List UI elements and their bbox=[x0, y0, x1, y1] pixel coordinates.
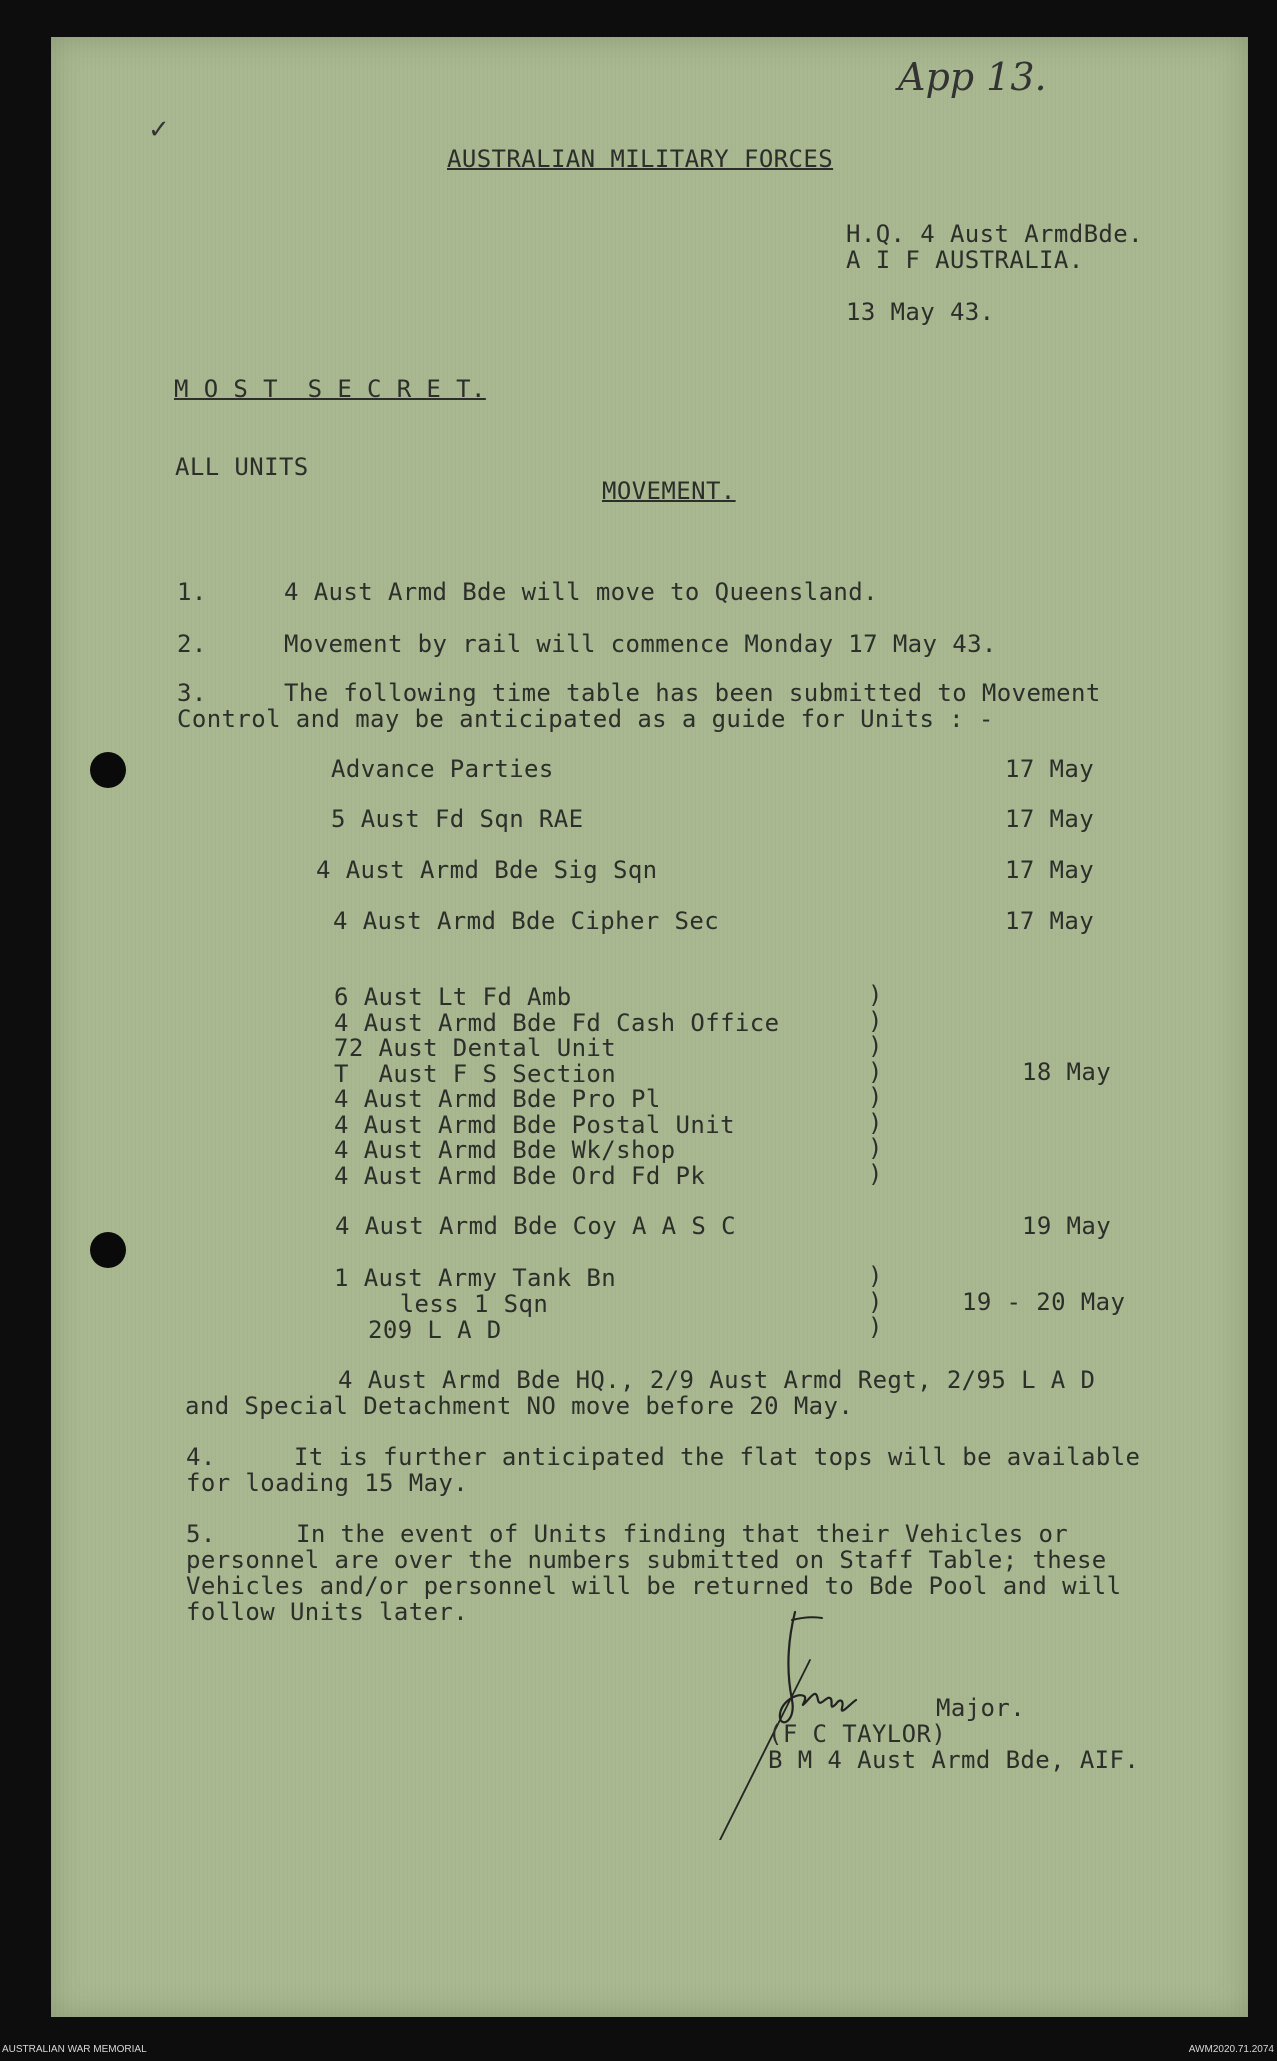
group-bracket: ) ) ) bbox=[868, 1262, 883, 1341]
paragraph-4-line-1: It is further anticipated the flat tops will be available bbox=[294, 1443, 1141, 1471]
classification: M O S T S E C R E T. bbox=[174, 375, 486, 403]
document-title: AUSTRALIAN MILITARY FORCES bbox=[447, 145, 834, 173]
paragraph-1-text: 4 Aust Armd Bde will move to Queensland. bbox=[284, 578, 878, 606]
timetable-unit: 4 Aust Armd Bde Postal Unit bbox=[334, 1110, 735, 1139]
timetable-unit: 4 Aust Armd Bde Sig Sqn bbox=[316, 856, 658, 884]
paragraph-4-line-2: for loading 15 May. bbox=[186, 1469, 469, 1497]
timetable-unit: Advance Parties bbox=[331, 755, 554, 783]
punch-hole bbox=[90, 752, 126, 788]
timetable-unit: 5 Aust Fd Sqn RAE bbox=[331, 805, 584, 833]
timetable-note-line-1: 4 Aust Armd Bde HQ., 2/9 Aust Armd Regt, 2/95 L A D bbox=[338, 1366, 1096, 1394]
punch-hole bbox=[90, 1232, 126, 1268]
pen-mark: ✓ bbox=[148, 115, 170, 145]
subject-heading: MOVEMENT. bbox=[602, 477, 736, 505]
timetable-unit: less 1 Sqn bbox=[370, 1290, 549, 1318]
signatory-title: B M 4 Aust Armd Bde, AIF. bbox=[768, 1746, 1140, 1774]
timetable-unit: T Aust F S Section bbox=[334, 1059, 617, 1088]
timetable-unit: 4 Aust Armd Bde Fd Cash Office bbox=[334, 1008, 780, 1037]
signatory-rank: Major. bbox=[936, 1694, 1026, 1722]
handwritten-annotation: App 13. bbox=[898, 55, 1047, 99]
timetable-unit: 209 L A D bbox=[368, 1316, 502, 1344]
paragraph-3-number: 3. bbox=[177, 679, 207, 707]
timetable-unit: 4 Aust Armd Bde Wk/shop bbox=[334, 1136, 676, 1164]
timetable-unit: 4 Aust Armd Bde Pro Pl bbox=[334, 1085, 661, 1113]
timetable-date: 18 May bbox=[1022, 1058, 1112, 1086]
group-bracket: ) ) ) ) ) ) ) ) bbox=[868, 981, 883, 1188]
timetable-unit: 72 Aust Dental Unit bbox=[334, 1034, 617, 1062]
timetable-date: 19 - 20 May bbox=[962, 1288, 1126, 1316]
paragraph-2-number: 2. bbox=[177, 630, 207, 658]
paragraph-3-line-2: Control and may be anticipated as a guide for Units : - bbox=[177, 705, 994, 733]
timetable-date: 17 May bbox=[1005, 755, 1095, 783]
paragraph-5-line-3: Vehicles and/or personnel will be returned to Bde Pool and will bbox=[186, 1572, 1122, 1600]
paragraph-3-line-1: The following time table has been submitted to Movement bbox=[284, 679, 1101, 707]
paragraph-5-line-2: personnel are over the numbers submitted on Staff Table; these bbox=[186, 1546, 1107, 1574]
timetable-unit: 4 Aust Armd Bde Cipher Sec bbox=[333, 907, 720, 935]
paragraph-1-number: 1. bbox=[177, 578, 207, 606]
timetable-date: 17 May bbox=[1005, 856, 1095, 884]
timetable-date: 17 May bbox=[1005, 805, 1095, 833]
timetable-unit: 4 Aust Armd Bde Coy A A S C bbox=[335, 1212, 736, 1240]
hq-line-1: H.Q. 4 Aust ArmdBde. bbox=[846, 220, 1143, 248]
paragraph-4-number: 4. bbox=[186, 1443, 216, 1471]
footer-source: AUSTRALIAN WAR MEMORIAL bbox=[2, 2044, 147, 2055]
paragraph-2-text: Movement by rail will commence Monday 17 May 43. bbox=[284, 630, 997, 658]
timetable-unit: 1 Aust Army Tank Bn bbox=[334, 1264, 617, 1292]
paragraph-5-number: 5. bbox=[186, 1520, 216, 1548]
footer-reference: AWM2020.71.2074 bbox=[1188, 2044, 1274, 2055]
timetable-note-line-2: and Special Detachment NO move before 20 May. bbox=[185, 1392, 854, 1420]
document-date: 13 May 43. bbox=[846, 298, 995, 326]
timetable-unit: 6 Aust Lt Fd Amb bbox=[334, 983, 572, 1011]
hq-line-2: A I F AUSTRALIA. bbox=[846, 246, 1084, 274]
timetable-date: 17 May bbox=[1005, 907, 1095, 935]
timetable-unit: 4 Aust Armd Bde Ord Fd Pk bbox=[334, 1161, 706, 1190]
paragraph-5-line-4: follow Units later. bbox=[186, 1598, 469, 1626]
addressee: ALL UNITS bbox=[175, 453, 309, 481]
signatory-name: (F C TAYLOR) bbox=[768, 1720, 947, 1748]
timetable-date: 19 May bbox=[1022, 1212, 1112, 1240]
paragraph-5-line-1: In the event of Units finding that their Vehicles or bbox=[296, 1520, 1069, 1548]
